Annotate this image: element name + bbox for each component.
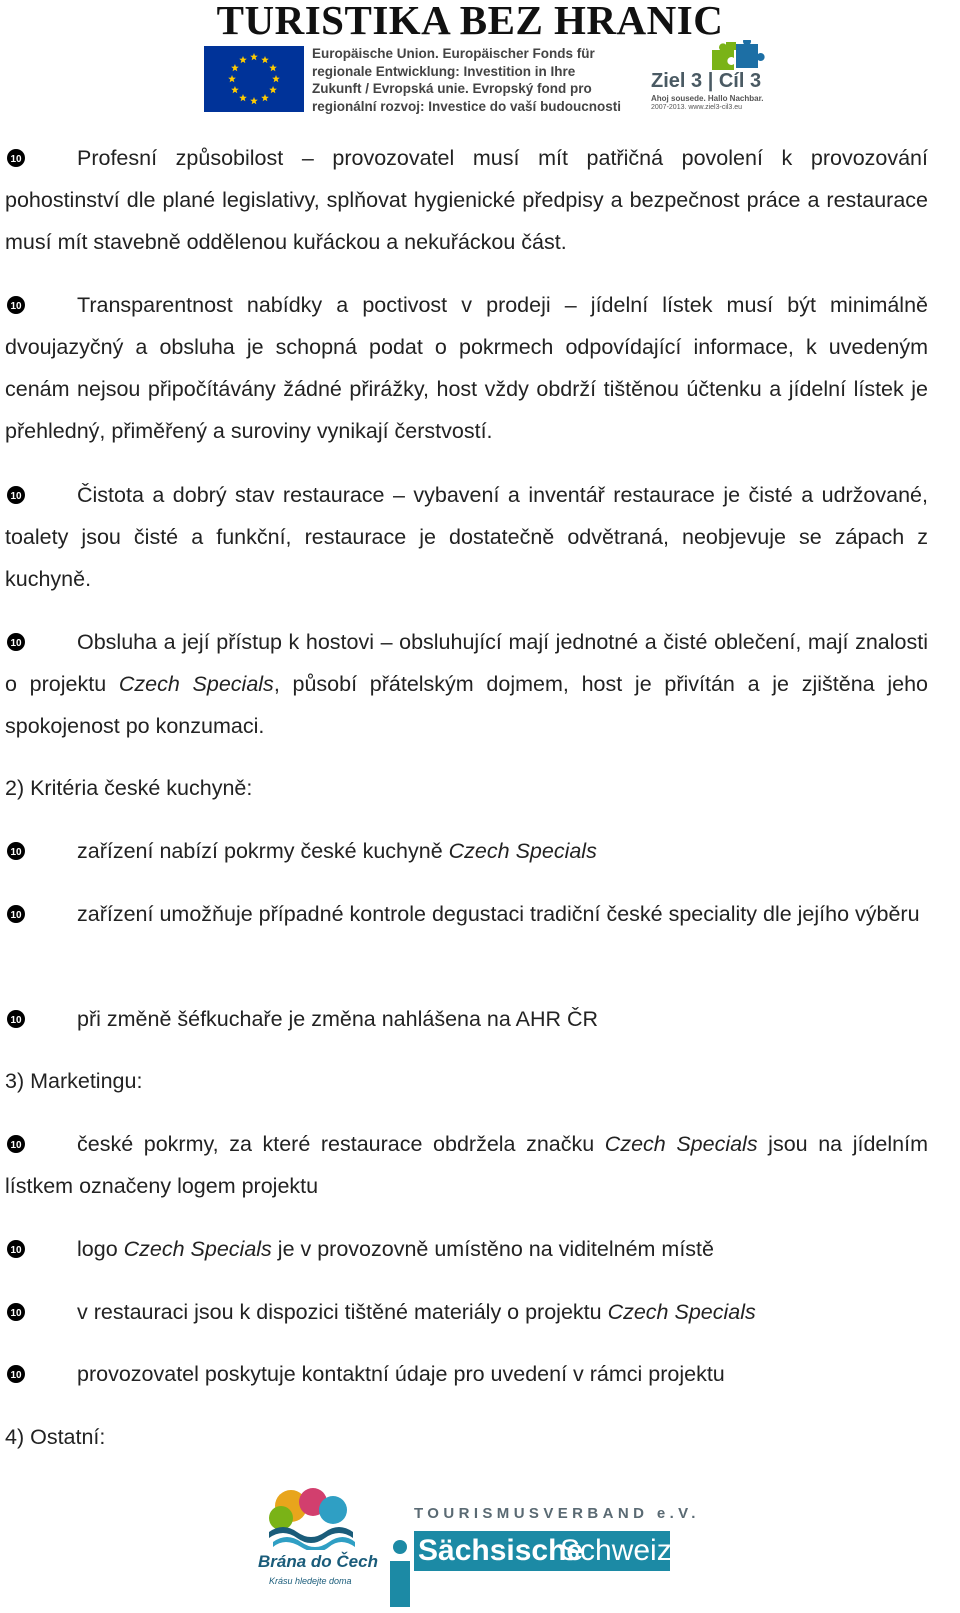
svg-text:10: 10 (10, 491, 22, 502)
paragraph-transparency: Transparentnost nabídky a poctivost v prodeji – jídelní lístek musí být minimálně dvoujazyčný a obsluha je schopná podat o pokrmech odpovídající informace, k uvedeným cenám nejsou připočítávány žádné přirážky, host vždy obdrží tištěnou účtenku a jídelní lístek je přehledný, přiměřený a suroviny vynikají čerstvostí. (5, 293, 928, 443)
text-run: , působí přátelským dojmem, host je přivítán a je zjištěna jeho spokojenost po konzumaci. (5, 672, 928, 738)
brand-name: Czech Specials (604, 1132, 758, 1156)
ziel-url: 2007-2013. www.ziel3-cil3.eu (651, 104, 743, 111)
puzzle-icon (706, 40, 766, 72)
text-run: logo (77, 1237, 124, 1261)
svg-text:10: 10 (10, 1140, 22, 1151)
svg-text:10: 10 (10, 1370, 22, 1381)
page-title: TURISTIKA BEZ HRANIC (216, 0, 724, 43)
paragraph-cleanliness: Čistota a dobrý stav restaurace – vybavení a inventář restaurace je čisté a udržované, toalety jsou čisté a funkční, restaurace je dostatečně odvětraná, neobjevuje se zápach z kuchyně. (5, 483, 928, 591)
ziel3-logo (648, 40, 768, 115)
brand-name: Czech Specials (123, 1237, 272, 1261)
svg-text:10: 10 (10, 847, 22, 858)
eu-funding-text (312, 45, 642, 115)
ziel-subtitle: Ahoj sousede. Hallo Nachbar. (651, 94, 764, 103)
svg-text:10: 10 (10, 1245, 22, 1256)
text-run: v restauraci jsou k dispozici tištěné materiály o projektu (77, 1300, 608, 1324)
paragraph-printed-materials (5, 1291, 928, 1333)
logo-word-schweiz: Schweiz (560, 1534, 672, 1567)
paragraph-menu-marking (5, 1123, 928, 1207)
brand-name: Czech Specials (448, 839, 597, 863)
eu-flag-icon (204, 46, 304, 112)
paragraph-service (5, 621, 928, 747)
section-heading-other: 4) Ostatní: (5, 1425, 106, 1449)
logo-mark-icon (388, 1539, 412, 1609)
section-heading-czech-cuisine: 2) Kritéria české kuchyně: (5, 776, 253, 800)
svg-text:10: 10 (10, 910, 22, 921)
paragraph-contact-details: provozovatel poskytuje kontaktní údaje pro uvedení v rámci projektu (77, 1362, 725, 1386)
brand-name: Czech Specials (607, 1300, 756, 1324)
svg-text:10: 10 (10, 154, 22, 165)
brana-do-cech-logo (255, 1484, 378, 1612)
brana-name: Brána do Čech (258, 1552, 378, 1571)
svg-text:10: 10 (10, 1015, 22, 1026)
logo-word-saechsische: Sächsische (418, 1534, 584, 1567)
paragraph-logo-placement (5, 1228, 928, 1270)
text-run: české pokrmy, za které restaurace obdržela značku (77, 1132, 605, 1156)
eu-text-line: regionální rozvoj: Investice do vaší budoucnosti (312, 98, 622, 114)
paragraph-professional-competence: Profesní způsobilost – provozovatel musí mít patřičná povolení k provozování pohostinství dle plané legislativy, splňovat hygienické předpisy a bezpečnost práce a restaurace musí mít stavebně oddělenou kuřáckou a nekuřáckou část. (5, 146, 928, 254)
brand-name: Czech Specials (118, 672, 274, 696)
paragraph-offers-dishes (5, 830, 928, 872)
tourismusverband-label: TOURISMUSVERBAND e.V. (414, 1505, 700, 1522)
text-run: zařízení nabízí pokrmy české kuchyně (77, 839, 449, 863)
paragraph-tasting: zařízení umožňuje případné kontrole degustaci tradiční české speciality dle jejího výběru (77, 902, 920, 926)
eu-text-line: regionale Entwicklung: Investition in Ihre (312, 63, 576, 79)
svg-text:10: 10 (10, 638, 22, 649)
paragraph-chef-change: při změně šéfkuchaře je změna nahlášena na AHR ČR (77, 1007, 599, 1031)
svg-text:10: 10 (10, 1308, 22, 1319)
text-run: jsou na jídelním lístkem označeny logem projektu (5, 1132, 928, 1198)
svg-text:10: 10 (10, 301, 22, 312)
text-run: je v provozovně umístěno na viditelném místě (271, 1237, 714, 1261)
saechsische-schweiz-logo (388, 1505, 700, 1611)
section-heading-marketing: 3) Marketingu: (5, 1069, 143, 1093)
eu-text-line: Europäische Union. Europäischer Fonds für (312, 46, 595, 61)
brana-tagline: Krásu hledejte doma (269, 1576, 352, 1586)
text-run: Obsluha a její přístup k hostovi – obsluhující mají jednotné a čisté oblečení, mají znalosti o projektu (5, 630, 928, 696)
waves-icon (263, 1484, 359, 1550)
ziel-title: Ziel 3 | Cíl 3 (651, 70, 762, 92)
eu-text-line: Zukunft / Evropská unie. Evropský fond pro (312, 81, 592, 96)
